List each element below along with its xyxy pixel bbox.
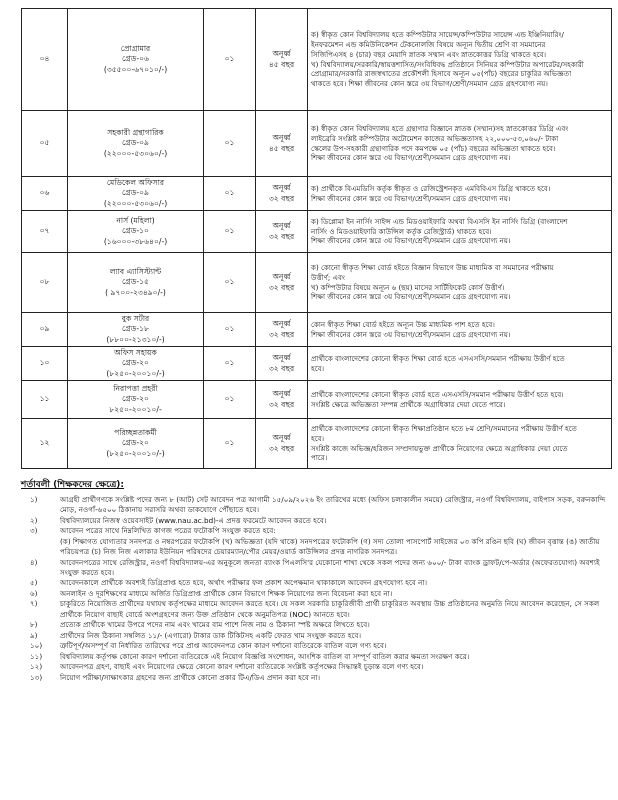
- requirement-line: স্কেলের উপ-সহকারী গ্রন্থাগারিক পদে কমপক্ষে ০৫ (পাঁচ) বছরের অভিজ্ঞতা থাকতে হবে।: [311, 143, 556, 153]
- post-grade: গ্রেড-০৯: [122, 188, 149, 198]
- requirement-line: প্রোগ্রামার/সরকারি রাজস্বখাতের প্রকৌশলী হিসাবে অন্যূন ০৫(পাঁচ) বছরের চাকুরির অভিজ্ঞতা: [311, 69, 572, 79]
- age-limit-line: ৪৫ বছর: [268, 59, 295, 69]
- post-scale: (২২০০০-৫৩০৬০/-): [103, 198, 168, 208]
- term-number: ৬): [30, 588, 38, 598]
- term-item: [26, 620, 610, 630]
- requirement-line: প্রার্থীকে বাংলাদেশের কোনো স্বীকৃত শিক্ষাপ্রতিষ্ঠান হতে ৮ম শ্রেণি/সমমানের পরীক্ষায় উত্তীর্ণ হতে: [311, 423, 577, 433]
- age-limit-line: অনূর্ধ্ব: [272, 319, 291, 329]
- age-limit-line: অনূর্ধ্ব: [272, 272, 291, 282]
- post-count-cell: ০১: [204, 9, 256, 111]
- requirements-cell: [308, 211, 612, 253]
- term-text: প্রত্যেক প্রার্থীকে খামের উপরে পদের নাম এবং খামের বাম পাশে নিজ নাম ও ঠিকানা স্পষ্ট অক্ষরে লিখতে হবে।: [60, 620, 370, 630]
- term-text: আবেদনপত্র গ্রহণ, বাছাই এবং নিয়োগের ক্ষেত্রে কোনো কারণ দর্শানো ব্যতিরেকে সংশ্লিষ্ট কর্তৃপক্ষের সিদ্ধান্তই চূড়ান্ত বলে গণ্য হবে।: [60, 662, 424, 672]
- age-limit-line: অনূর্ধ্ব: [272, 133, 291, 143]
- post-row: [22, 9, 612, 111]
- post-grade: গ্রেড-০৯: [122, 138, 149, 148]
- post-count-cell: ০১: [204, 419, 256, 469]
- requirement-line: ইনফরমেশন এন্ড কমিউনিকেশন টেকনোলজি বিষয়ে অন্যূন দ্বিতীয় শ্রেণি বা সমমানের: [311, 39, 546, 49]
- post-grade: গ্রেড-১০: [122, 226, 149, 236]
- serial-cell: ০৭: [22, 211, 68, 253]
- post-name-cell: [68, 419, 204, 469]
- term-item: [26, 589, 610, 599]
- post-count-cell: ০১: [204, 111, 256, 177]
- serial-cell: ০৯: [22, 313, 68, 347]
- term-text: অনলাইন ও দূরশিক্ষণের মাধ্যমে অর্জিত ডিগ্রিপ্রাপ্ত প্রার্থীকে কোন বিভাগে শিক্ষক নিয়োগের জন্য বিবেচনা করা হবে না।: [60, 588, 393, 598]
- age-limit-cell: [256, 347, 308, 381]
- post-count-cell: ০১: [204, 253, 256, 313]
- age-limit-cell: [256, 313, 308, 347]
- term-text: (ক) শিক্ষাগত যোগ্যতার সনদপত্র ও নম্বরপত্রের ফটোকপি (খ) অভিজ্ঞতা (যদি থাকে) সনদপত্রের ফটোকপি (গ) সদ্য তোলা পাসপোর্ট সাইজের ০৩ কপি রঙিন ছবি (ঘ) জীবন বৃত্তান্ত (ঙ) জাতীয় পরিচয়পত্র (চ) নিজ নিজ এলাকার ইউনিয়ন পরিষদের চেয়ারম্যান/পৌর মেয়র/ওয়ার্ড কাউন্সিলর প্রদত্ত নাগরিক সনদপত্র।: [60, 536, 600, 557]
- post-count-cell: ০১: [204, 211, 256, 253]
- post-row: [22, 347, 612, 381]
- age-limit-line: অনূর্ধ্ব: [272, 49, 291, 59]
- post-grade: গ্রেড-১৮: [122, 324, 149, 334]
- post-row: [22, 313, 612, 347]
- post-name-cell: [68, 177, 204, 211]
- requirement-line: খ) কম্পিউটার বিষয়ে অন্যূন ৬ (ছয়) মাসের সার্টিফিকেট কোর্স উত্তীর্ণ।: [311, 282, 505, 292]
- requirement-line: কোন স্বীকৃত শিক্ষা বোর্ড হইতে অন্যূন উচ্চ মাধ্যমিক পাশ হতে হবে।: [311, 319, 495, 329]
- requirement-line: উত্তীর্ণ; এবং: [311, 272, 345, 282]
- post-title: নার্স (মহিলা): [116, 216, 155, 226]
- term-item: [26, 516, 610, 526]
- requirement-line: পারে।: [311, 453, 328, 463]
- requirements-cell: [308, 381, 612, 419]
- requirement-line: শিক্ষা জীবনের কোন স্তরে ৩য় বিভাগ/শ্রেণী/সমমান গ্রেড গ্রহণযোগ্য নয়।: [311, 193, 511, 203]
- requirements-cell: [308, 419, 612, 469]
- term-number: ২): [30, 515, 38, 525]
- requirement-line: সংশ্লিষ্ট ক্ষেত্রে অভিজ্ঞতা সম্পন্ন প্রার্থীকে অগ্রাধিকার দেয়া যেতে পারে।: [311, 399, 506, 409]
- term-number: ৩): [30, 526, 38, 536]
- post-name-cell: [68, 347, 204, 381]
- post-row: [22, 177, 612, 211]
- post-name-cell: [68, 313, 204, 347]
- age-limit-line: ৩২ বছর: [268, 231, 295, 241]
- post-count-cell: ০১: [204, 381, 256, 419]
- terms-title: শর্তাবলী (শিক্ষকদের ক্ষেত্রে):: [21, 480, 125, 490]
- term-number: ৯): [30, 630, 38, 640]
- requirements-cell: [308, 9, 612, 111]
- post-row: [22, 111, 612, 177]
- post-title: নিরাপত্তা প্রহরী: [113, 384, 158, 394]
- post-count-cell: ০১: [204, 177, 256, 211]
- term-number: ৪): [30, 557, 38, 567]
- requirement-line: শিক্ষা জীবনের কোন স্তরে ৩য় বিভাগ/শ্রেণী/সমমান গ্রেড গ্রহণযোগ্য নয়।: [311, 236, 511, 246]
- post-name-cell: [68, 111, 204, 177]
- term-item: [26, 578, 610, 588]
- age-limit-line: ৩২ বছর: [268, 282, 295, 292]
- age-limit-line: অনূর্ধ্ব: [272, 433, 291, 443]
- age-limit-line: ৩২ বছর: [268, 363, 295, 373]
- post-title: মেডিকেল অফিসার: [106, 178, 165, 188]
- age-limit-line: অনূর্ধ্ব: [272, 183, 291, 193]
- term-text: আবেদনকালে প্রার্থীকে অবশ্যই ডিগ্রিপ্রাপ্ত হতে হবে, অর্থাৎ পরীক্ষার ফল প্রকাশ অপেক্ষমান থাকাকালে আবেদন গ্রহণযোগ্য হবে না।: [60, 578, 428, 588]
- requirement-line: প্রার্থীকে বাংলাদেশের কোনো স্বীকৃত বোর্ড হতে এসএসসি/সমমান পরীক্ষায় উত্তীর্ণ হতে হবে।: [311, 389, 564, 399]
- requirement-line: থাকতে হবে। শিক্ষা জীবনের কোন স্তরে ৩য় বিভাগ/শ্রেণী/সমমান গ্রেড গ্রহণযোগ্য নয়।: [311, 79, 548, 89]
- requirement-line: ক) কোনো স্বীকৃত শিক্ষা বোর্ড হইতে বিজ্ঞান বিভাগে উচ্চ মাধ্যমিক বা সমমানের পরীক্ষায়: [311, 262, 554, 272]
- requirement-line: সিজিপিএসহ ৪ (চার) বছর মেয়াদি স্নাতক সম্মান এবং স্নাতকোত্তর ডিগ্রি থাকতে হবে।: [311, 49, 547, 59]
- requirement-line: ক) স্বীকৃত কোন বিশ্ববিদ্যালয় হতে গ্রন্থাগার বিজ্ঞানে স্নাতক (সম্মান)সহ স্নাতকোত্তর ডিগ্রি এবং: [311, 123, 569, 133]
- term-item: [26, 558, 610, 578]
- requirement-line: হবে।: [311, 363, 325, 373]
- post-title: বুক সর্টার: [121, 314, 150, 324]
- post-scale: (১৬০০০-৩৮৬৪০/-): [103, 236, 168, 246]
- age-limit-cell: [256, 211, 308, 253]
- term-number: ১১): [30, 651, 43, 661]
- age-limit-cell: [256, 177, 308, 211]
- term-text: প্রার্থীদের নিজ ঠিকানা সম্বলিত ১১/- (এগারো) টাকার ডাক টিকিটসহ একটি ফেরত খাম সংযুক্ত করতে হবে।: [60, 630, 362, 640]
- term-item: [26, 537, 610, 557]
- age-limit-line: অনূর্ধ্ব: [272, 353, 291, 363]
- age-limit-line: অনূর্ধ্ব: [272, 221, 291, 231]
- post-count-cell: ০১: [204, 347, 256, 381]
- post-scale: (৩৫৫০০-৬৭০১০/-): [103, 64, 168, 74]
- term-text: আগ্রহী প্রার্থীগণকে সংশ্লিষ্ট পদের জন্য ৮ (আট) সেট আবেদন পত্র আগামী ১৫/০৯/২০২৬ ইং তারিখের মধ্যে (অফিস চলাকালীন সময়ে) রেজিস্ট্রার, নওগাঁ বিশ্ববিদ্যালয়, বাইপাস সড়ক, বরুনকান্দি মোড়, নওগাঁ-৬৫০০ ঠিকানায় সরাসরি অথবা ডাকযোগে পৌঁছাতে হবে।: [60, 495, 606, 515]
- age-limit-line: ৩২ বছর: [268, 399, 295, 409]
- post-title: পরিচ্ছন্নতাকর্মী: [114, 428, 157, 438]
- post-grade: গ্রেড-১৫: [122, 277, 149, 287]
- age-limit-cell: [256, 419, 308, 469]
- term-text: বিশ্ববিদ্যালয়ের নিজস্ব ওয়েবসাইট (www.nau.ac.bd)-এ প্রদত্ত ফরমেটে আবেদন করতে হবে।: [60, 515, 327, 525]
- requirements-cell: [308, 347, 612, 381]
- serial-cell: ০৫: [22, 111, 68, 177]
- term-number: ১): [30, 495, 38, 505]
- requirement-line: নার্সিং ও মিডওয়াইফারি কাউন্সিল কর্তৃক রেজিস্ট্রার্ড) থাকতে হবে।: [311, 226, 492, 236]
- age-limit-cell: [256, 381, 308, 419]
- post-row: [22, 211, 612, 253]
- term-item: [26, 662, 610, 672]
- serial-cell: ০৪: [22, 9, 68, 111]
- term-text: নিয়োগ পরীক্ষা/সাক্ষাৎকার গ্রহণের জন্য প্রার্থীকে কোনো প্রকার টিএ/ডিএ প্রদান করা হবে না।: [60, 672, 321, 682]
- term-number: ১২): [30, 662, 43, 672]
- post-title: অফিস সহায়ক: [114, 348, 157, 358]
- term-text: আবেদনপত্রের সাথে রেজিস্ট্রার, নওগাঁ বিশ্ববিদ্যালয়-এর অনুকূলে জনতা ব্যাংক পিএলসি'র যেকোনো শাখা থেকে সকল পদের জন্য ৬০০/- টাকা ব্যাংক ড্রাফট/পে-অর্ডার (অফেরতযোগ্য) অবশ্যই সংযুক্ত করতে হবে।: [60, 557, 600, 577]
- age-limit-cell: [256, 253, 308, 313]
- requirement-line: ক) ডিপ্লোমা ইন নার্সিং সাইন্স এন্ড মিডওয়াইফারি অথবা বিএসসি ইন নার্সিং ডিগ্রি (বাংলাদেশ: [311, 216, 568, 226]
- post-scale: ৮২৫০-২০০১০/-: [109, 404, 162, 414]
- term-item: [26, 599, 610, 619]
- post-grade: গ্রেড-০৬: [122, 54, 149, 64]
- posts-table: [21, 8, 612, 469]
- post-count-cell: ০১: [204, 313, 256, 347]
- post-scale: ( ৯৭০০-২৩৪৯০/-): [105, 287, 166, 297]
- requirements-cell: [308, 111, 612, 177]
- post-title: প্রোগ্রামার: [120, 44, 151, 54]
- age-limit-cell: [256, 9, 308, 111]
- age-limit-line: ৩২ বছর: [268, 443, 295, 453]
- term-item: [26, 495, 610, 515]
- post-name-cell: [68, 211, 204, 253]
- term-number: ১৩): [30, 672, 43, 682]
- term-number: ৭): [30, 599, 38, 609]
- age-limit-line: অনূর্ধ্ব: [272, 389, 291, 399]
- term-item: [26, 526, 610, 536]
- post-name-cell: [68, 9, 204, 111]
- requirement-line: শিক্ষা জীবনের কোন স্তরে ৩য় বিভাগ/শ্রেণী/সমমান গ্রেড গ্রহণযোগ্য নয়।: [311, 153, 511, 163]
- term-text: চাকুরিতে নিয়োজিত প্রার্থীদের যথাযথ কর্তৃপক্ষের মাধ্যমে আবেদন করতে হবে। যে সকল সরকারি চাকুরিজীবী প্রার্থী চাকুরিরত অবস্থায় উচ্চ প্রতিষ্ঠানের অনুমতি নিয়ে আবেদন করেছেন, সে সকল প্রার্থীকে নিয়োগ বাছাই বোর্ডে অংশগ্রহণের জন্য উক্ত প্রতিষ্ঠান থেকে অনুমতিপত্র (NOC) আনতে হবে।: [60, 599, 600, 619]
- term-item: [26, 652, 610, 662]
- post-scale: (৮৮০০-২১৩১০/-): [106, 334, 165, 344]
- term-item: [26, 673, 610, 683]
- post-grade: গ্রেড-২০: [122, 358, 149, 368]
- age-limit-line: ৩২ বছর: [268, 329, 295, 339]
- post-grade: গ্রেড-২০: [122, 394, 149, 404]
- term-text: আবেদন পত্রের সাথে নিম্নলিখিত কাগজ পত্রের ফটোকপি সংযুক্ত করতে হবে:: [60, 526, 276, 536]
- term-text: ত্রুটিপূর্ণ/অসম্পূর্ণ বা নির্ধারিত তারিখের পরে প্রাপ্ত আবেদনপত্র কোন কারণ দর্শানো ব্যতিরেকে বাতিল বলে গণ্য হবে।: [60, 641, 387, 651]
- requirement-line: হবে।: [311, 433, 325, 443]
- requirement-line: ক) স্বীকৃত কোন বিশ্ববিদ্যালয় হতে কম্পিউটার সায়েন্স/কম্পিউটার সায়েন্স এন্ড ইঞ্জিনিয়ারিং/: [311, 30, 564, 40]
- post-row: [22, 419, 612, 469]
- requirement-line: ক) প্রার্থীকে বিএমডিসি কর্তৃক স্বীকৃত ও রেজিস্ট্রেশনকৃত এমবিবিএস ডিগ্রি থাকতে হবে।: [311, 183, 551, 193]
- post-title: সহকারী গ্রন্থাগারিক: [107, 128, 164, 138]
- terms-list: [26, 495, 610, 683]
- requirements-cell: [308, 177, 612, 211]
- term-text: বিশ্ববিদ্যালয় কর্তৃপক্ষ কোনো কারণ দর্শানো ব্যতিরেকে এই নিয়োগ বিজ্ঞপ্তি সংশোধন, আংশিক বাতিল বা সম্পূর্ণ বাতিল করার ক্ষমতা সংরক্ষণ করে।: [60, 651, 470, 661]
- serial-cell: ১২: [22, 419, 68, 469]
- term-number: ৫): [30, 578, 38, 588]
- requirements-cell: [308, 253, 612, 313]
- post-name-cell: [68, 381, 204, 419]
- post-grade: গ্রেড-২০: [122, 438, 149, 448]
- term-number: [26, 537, 60, 557]
- post-name-cell: [68, 253, 204, 313]
- age-limit-line: ৪৫ বছর: [268, 143, 295, 153]
- requirements-cell: [308, 313, 612, 347]
- term-item: [26, 641, 610, 651]
- age-limit-line: ৩২ বছর: [268, 193, 295, 203]
- post-row: [22, 381, 612, 419]
- post-scale: (৮২৫০-২০০১০/-): [106, 448, 165, 458]
- term-number: ৮): [30, 620, 38, 630]
- requirement-line: সংশ্লিষ্ট কাজে অভিজ্ঞ/হরিজন সম্প্রদায়ভুক্ত প্রার্থীকে নিয়োগের ক্ষেত্রে অগ্রাধিকার দেয়া যেতে: [311, 443, 568, 453]
- serial-cell: ১০: [22, 347, 68, 381]
- age-limit-cell: [256, 111, 308, 177]
- requirement-line: লাইব্রেরি সংশ্লিষ্ট কম্পিউটার অটোমেশন কাজের অভিজ্ঞতাসহ ২২,০০০-৫৩,০৬০/- টাকা: [311, 133, 559, 143]
- term-number: ১০): [30, 641, 43, 651]
- requirement-line: শিক্ষা জীবনের কোন স্তরে ৩য় বিভাগ/শ্রেণী/সমমান গ্রেড গ্রহণযোগ্য নয়।: [311, 292, 511, 302]
- post-title: ল্যাব এ্যাসিস্ট্যান্ট: [109, 267, 162, 277]
- serial-cell: ০৬: [22, 177, 68, 211]
- requirement-line: খ) বিশ্ববিদ্যালয়/সরকারি/স্বায়ত্তশাসিত/সংবিধিবদ্ধ প্রতিষ্ঠানে সিনিয়র কম্পিউটার অপারেটর/সহকারী: [311, 59, 584, 69]
- post-row: [22, 253, 612, 313]
- requirement-line: প্রার্থীকে বাংলাদেশের কোনো স্বীকৃত শিক্ষা বোর্ড হতে এসএসসি/সমমান পরীক্ষায় উত্তীর্ণ হতে: [311, 353, 565, 363]
- term-item: [26, 631, 610, 641]
- serial-cell: ১১: [22, 381, 68, 419]
- requirement-line: শিক্ষা জীবনের কোন স্তরে ৩য় বিভাগ/শ্রেণী/সমমান গ্রেড গ্রহণযোগ্য নয়।: [311, 329, 511, 339]
- post-scale: (২২০০০-৫৩০৬০/-): [103, 148, 168, 158]
- serial-cell: ০৮: [22, 253, 68, 313]
- post-scale: (৮২৫০-২০০১০/-): [106, 368, 165, 378]
